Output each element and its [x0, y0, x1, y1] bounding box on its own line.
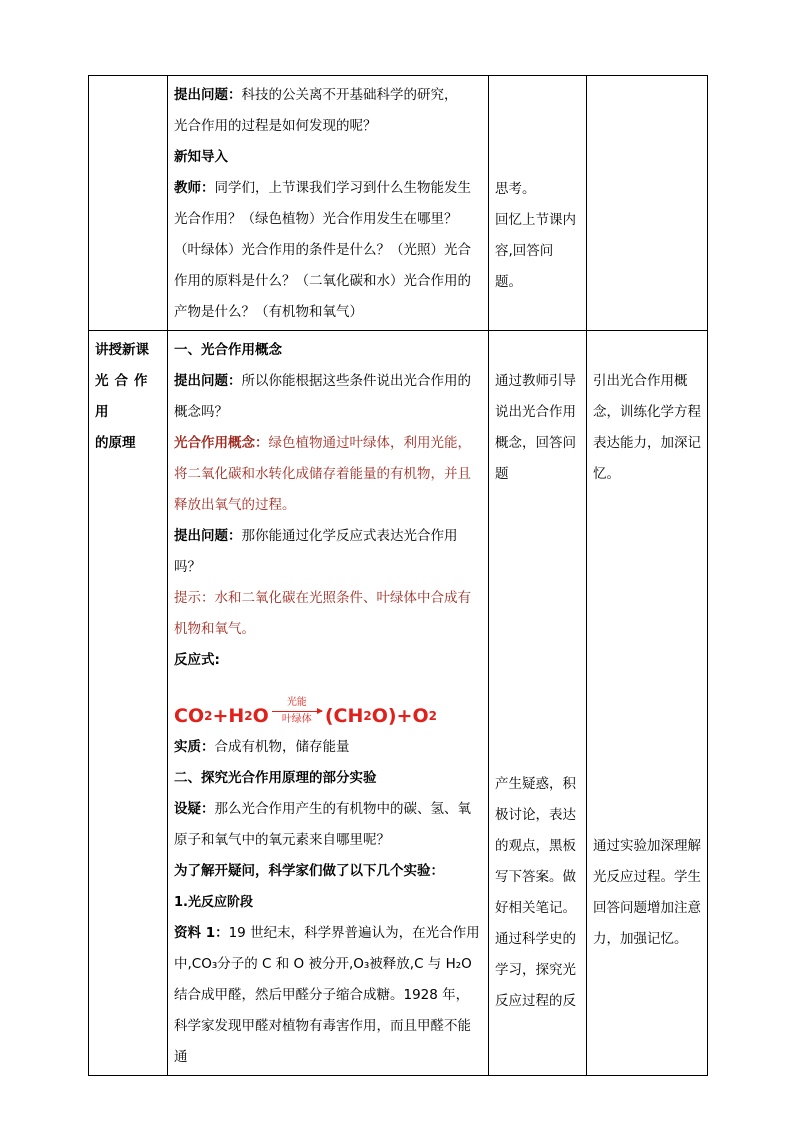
heading-experiments: 二、探究光合作用原理的部分实验 — [174, 770, 377, 786]
photosynthesis-equation: CO 2 +H 2 O 光能 叶绿体 (CH 2 O)+O 2 — [174, 697, 437, 727]
new-knowledge-heading: 新知导入 — [174, 149, 228, 165]
student-activity-cell — [489, 331, 587, 1076]
doubt-text: 那么光合作用产生的有机物中的碳、氢、氧原子和氧气中的氧元素来自哪里呢？ — [174, 801, 471, 848]
question-paragraph — [174, 80, 482, 111]
lesson-plan-table — [88, 75, 708, 1076]
essence-text: 合成有机物，储存能量 — [214, 739, 350, 755]
topic-label-2: 的原理 — [95, 435, 136, 451]
question-paragraph — [174, 366, 482, 428]
question-label: 提出问题： — [174, 87, 242, 103]
question-text: 所以你能根据这些条件说出光合作用的概念吗？ — [174, 373, 471, 420]
material-label: 资料 1： — [174, 925, 229, 941]
hint-text: 水和二氧化碳在光照条件、叶绿体中合成有机物和氧气。 — [174, 590, 471, 637]
hint-paragraph — [174, 583, 482, 645]
question-label: 提出问题： — [174, 373, 242, 389]
question-text: 那你能通过化学反应式表达光合作用吗？ — [174, 528, 458, 575]
stage-heading: 1.光反应阶段 — [174, 895, 253, 910]
formula-label: 反应式: — [174, 652, 220, 668]
concept-paragraph — [174, 428, 482, 521]
material-text: 19 世纪末，科学界普遍认为，在光合作用中,CO₃分子的 C 和 O 被分开,O₃被释放,C 与 H₂O 结合成甲醛，然后甲醛分子缩合成糖。1928 年，科学家发现甲醛对植物有毒害作用，而且甲醛不能通 — [174, 925, 480, 1065]
material-paragraph — [174, 918, 482, 1073]
teacher-text: 同学们，上节课我们学习到什么生物能发生光合作用？（绿色植物）光合作用发生在哪里？（叶绿体）光合作用的条件是什么？（光照）光合作用的原料是什么？（二氧化碳和水）光合作用的产物是什么？（有机物和氧气） — [174, 180, 471, 320]
essence-paragraph — [174, 732, 482, 763]
question-paragraph-2 — [174, 521, 482, 583]
design-intent-cell-empty — [587, 76, 708, 331]
experiment-intro: 为了解开疑问，科学家们做了以下几个实验： — [174, 863, 444, 879]
heading-concept: 一、光合作用概念 — [174, 342, 282, 358]
teacher-activity-cell — [168, 76, 489, 331]
section-cell — [89, 331, 168, 1076]
condition-light: 光能 — [286, 697, 307, 708]
question-text: 科技的公关离不开基础科学的研究， — [241, 87, 458, 103]
condition-chloroplast: 叶绿体 — [281, 714, 312, 725]
student-activity-b: 产生疑惑，积极讨论，表达的观点，黑板写下答案。做好相关笔记。 — [495, 776, 576, 916]
teacher-activity-cell — [168, 331, 489, 1076]
design-intent-cell — [587, 331, 708, 1076]
student-activity-c: 通过科学史的学习，探究光反应过程的反 — [495, 931, 576, 1009]
teacher-label: 教师： — [174, 180, 215, 196]
doubt-label: 设疑： — [174, 801, 215, 817]
table-row — [89, 331, 708, 1076]
student-think: 思考。 — [495, 181, 536, 197]
student-recall: 回忆上节课内容,回答问题。 — [495, 212, 576, 290]
arrow-icon — [272, 711, 322, 712]
hint-label: 提示： — [174, 590, 215, 606]
student-activity-cell — [489, 76, 587, 331]
question-paragraph-2: 光合作用的过程是如何发现的呢？ — [174, 118, 377, 134]
question-label: 提出问题： — [174, 528, 242, 544]
concept-text: 绿色植物通过叶绿体，利用光能，将二氧化碳和水转化成储存着能量的有机物，并且释放出氧气的过程。 — [174, 435, 471, 513]
doubt-paragraph — [174, 794, 482, 856]
intent-a: 引出光合作用概念，训练化学方程表达能力，加深记忆。 — [593, 373, 701, 482]
essence-label: 实质： — [174, 739, 215, 755]
table-row — [89, 76, 708, 331]
intent-b: 通过实验加深理解光反应过程。学生回答问题增加注意力，加强记忆。 — [593, 838, 701, 947]
section-cell-empty — [89, 76, 168, 331]
teacher-paragraph — [174, 173, 482, 328]
topic-label-1: 光合作用 — [95, 373, 154, 420]
student-activity-a: 通过教师引导说出光合作用概念，回答问题 — [495, 373, 576, 482]
concept-label: 光合作用概念： — [174, 435, 269, 451]
reaction-arrow — [272, 697, 322, 726]
section-label: 讲授新课 — [95, 342, 149, 358]
